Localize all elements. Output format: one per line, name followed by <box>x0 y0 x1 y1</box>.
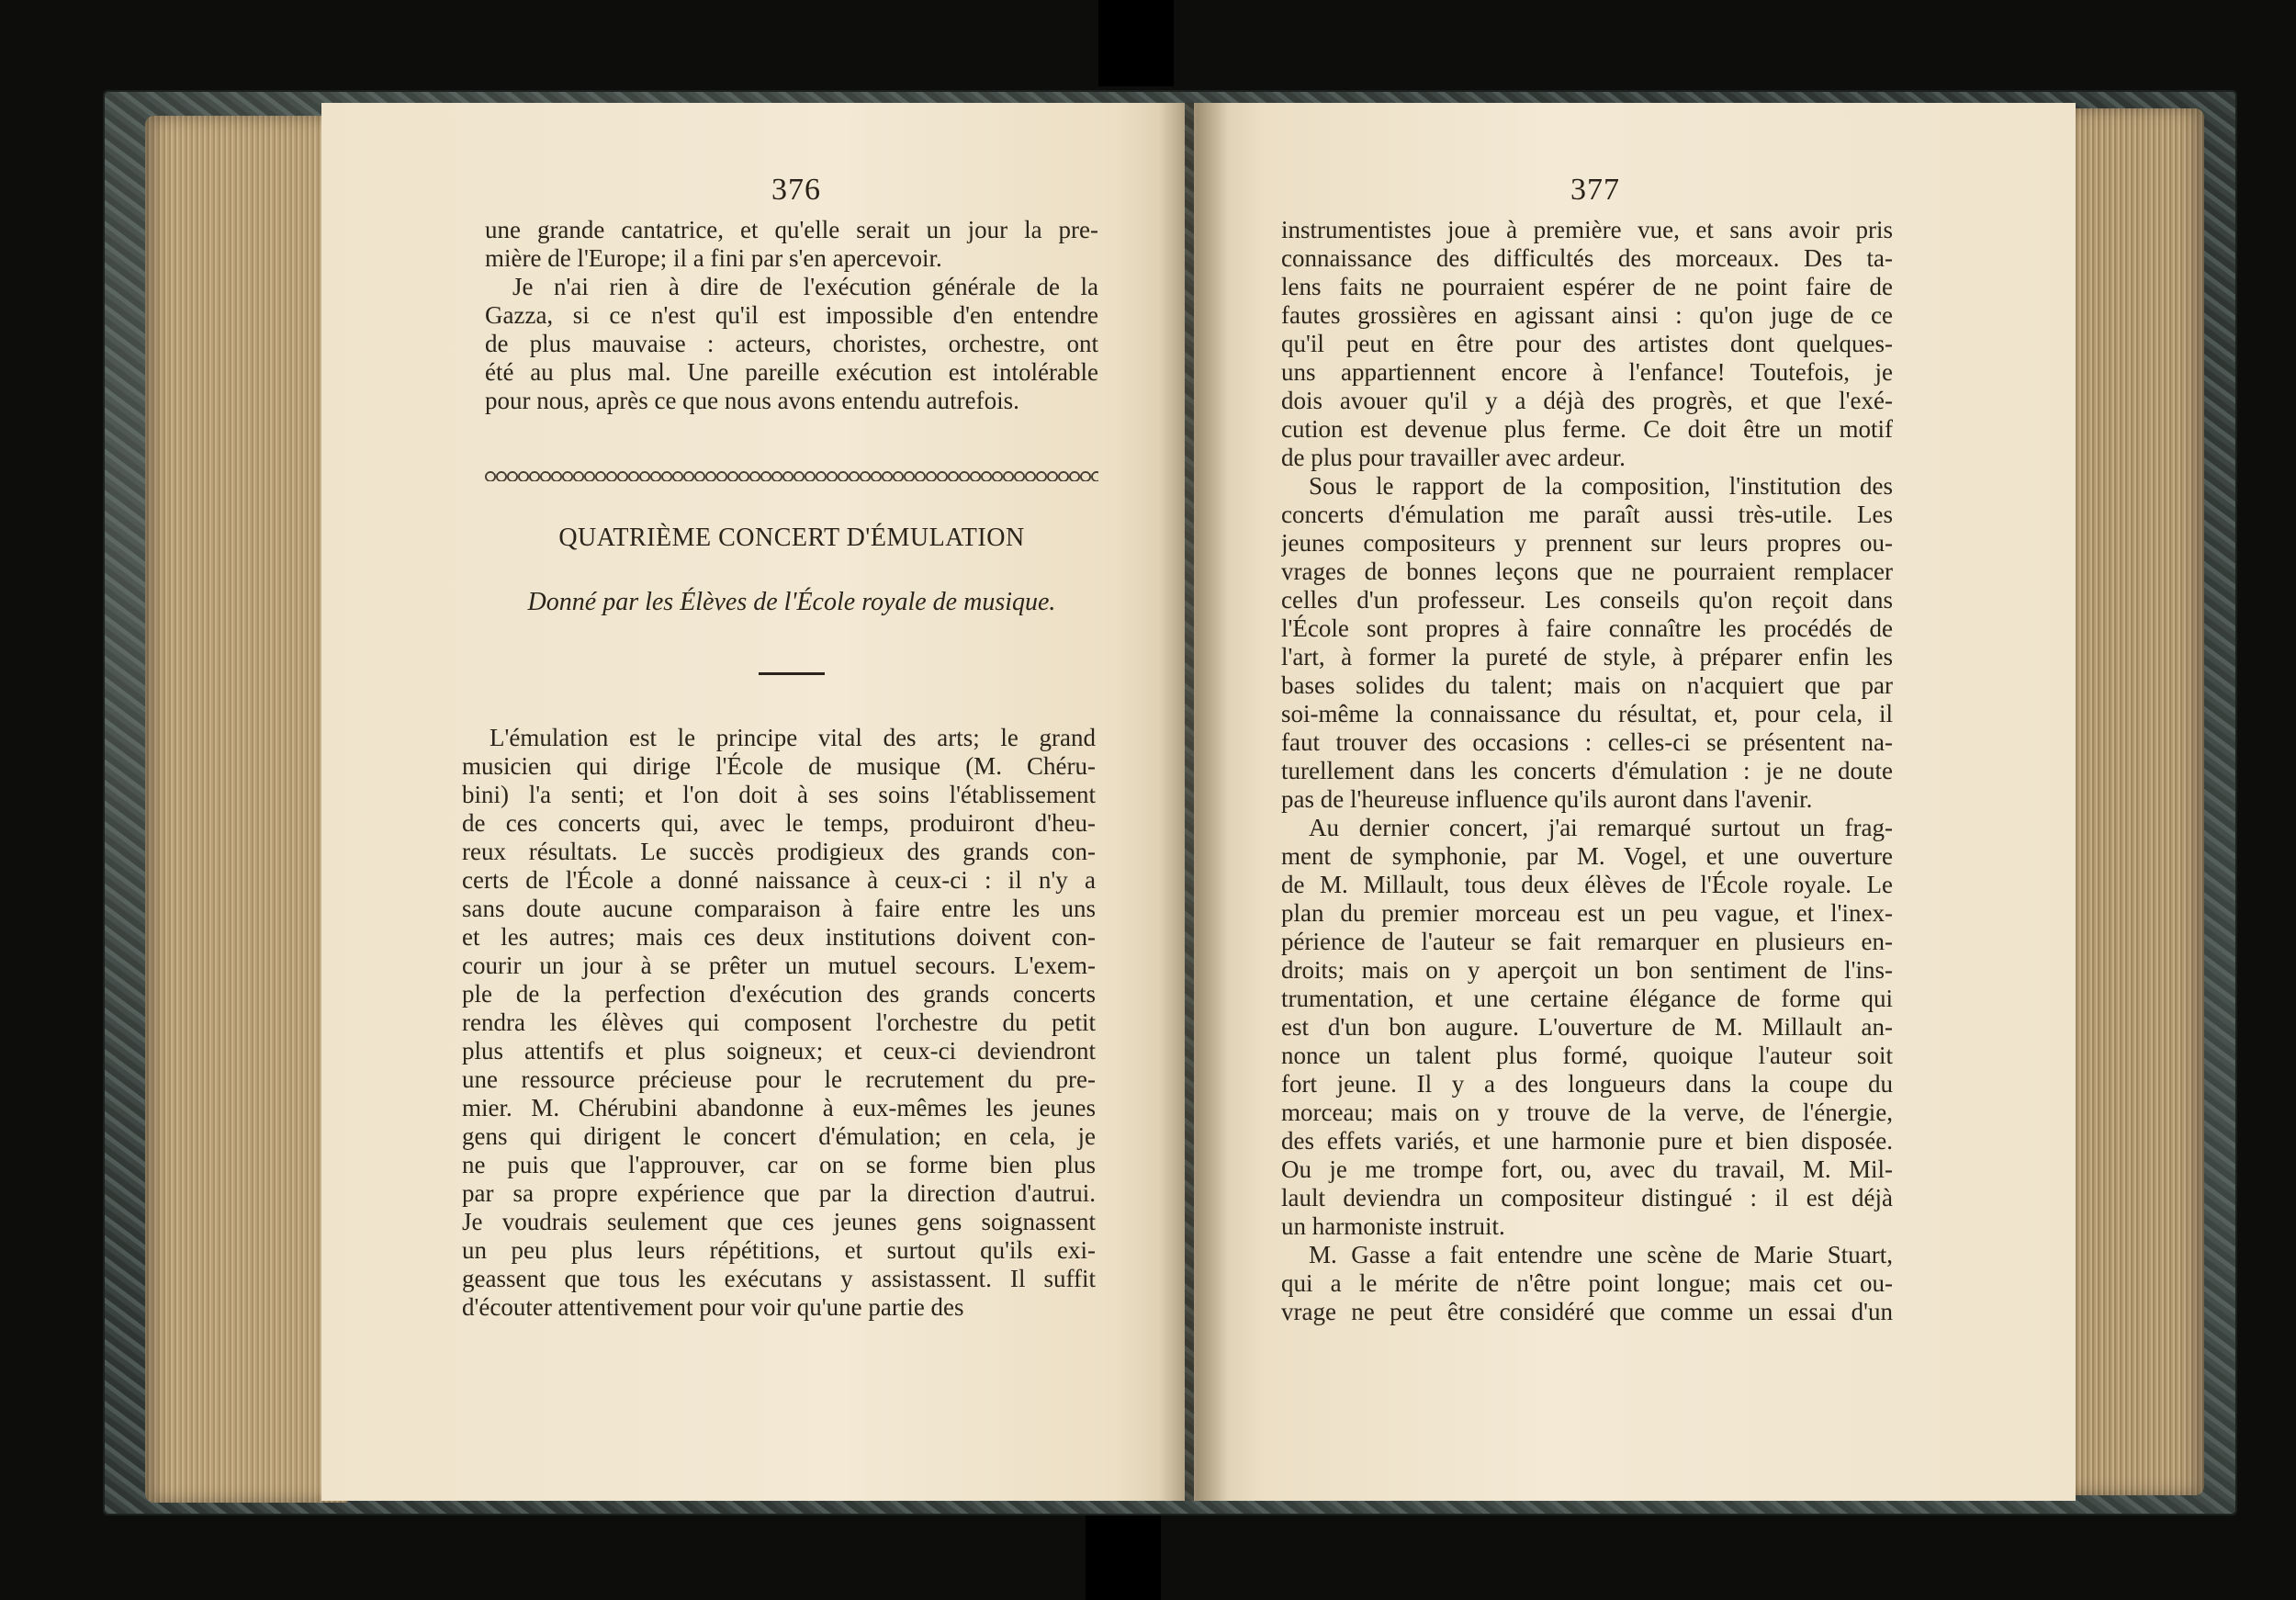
text-line: qu'il peut en être pour des artistes dont quelques- <box>1281 330 1893 357</box>
text-line: M. Gasse a fait entendre une scène de Marie Stuart, <box>1309 1241 1893 1268</box>
text-line: L'émulation est le principe vital des arts; le grand <box>490 724 1096 751</box>
section-divider <box>485 468 1098 481</box>
text-line: des effets variés, et une harmonie pure et bien disposée. <box>1281 1127 1893 1155</box>
text-line: bini) l'a senti; et l'on doit à ses soins l'établissement <box>462 781 1096 808</box>
text-line: Ou je me trompe fort, ou, avec du travail, M. Mil- <box>1281 1155 1893 1183</box>
text-line: courir un jour à se prêter un mutuel secours. L'exem- <box>462 952 1096 979</box>
text-line: de plus mauvaise : acteurs, choristes, orchestre, ont <box>485 330 1098 357</box>
text-line: jeunes compositeurs y prennent sur leurs propres ou- <box>1281 529 1893 557</box>
text-line: plus attentifs et plus soigneux; et ceux-ci deviendront <box>462 1037 1096 1065</box>
text-line: une grande cantatrice, et qu'elle serait un jour la pre- <box>485 216 1098 243</box>
text-line: mier. M. Chérubini abandonne à eux-mêmes les jeunes <box>462 1094 1096 1121</box>
text-line: un peu plus leurs répétitions, et surtout qu'ils exi- <box>462 1236 1096 1264</box>
text-line: fort jeune. Il y a des longueurs dans la coupe du <box>1281 1070 1893 1098</box>
section-heading: QUATRIÈME CONCERT D'ÉMULATION <box>558 524 1025 552</box>
text-line: sans doute aucune comparaison à faire entre les uns <box>462 895 1096 922</box>
text-line: de plus pour travailler avec ardeur. <box>1281 444 1626 471</box>
text-line: l'École sont propres à faire connaître les procédés de <box>1281 614 1893 642</box>
text-line: de ces concerts qui, avec le temps, produiront d'heu- <box>462 809 1096 837</box>
left-page-body <box>462 724 1096 1322</box>
text-line: uns appartiennent encore à l'enfance! Toutefois, je <box>1281 358 1893 386</box>
text-line: vrages de bonnes leçons que ne pourraient remplacer <box>1281 558 1893 585</box>
text-line: une ressource précieuse pour le recrutement du pre- <box>462 1065 1096 1093</box>
text-line: Je voudrais seulement que ces jeunes gens soignassent <box>462 1208 1096 1235</box>
text-line: instrumentistes joue à première vue, et sans avoir pris <box>1281 216 1893 243</box>
text-line: celles d'un professeur. Les conseils qu'on reçoit dans <box>1281 586 1893 614</box>
text-line: Sous le rapport de la composition, l'institution des <box>1309 472 1893 500</box>
text-line: faut trouver des occasions : celles-ci se présentent na- <box>1281 728 1893 756</box>
text-line: fautes grossières en agissant ainsi : qu'on juge de ce <box>1281 301 1893 329</box>
text-line: l'art, à former la pureté de style, à préparer enfin les <box>1281 643 1893 670</box>
text-line: musicien qui dirige l'École de musique (M. Chéru- <box>462 752 1096 780</box>
text-line: Je n'ai rien à dire de l'exécution générale de la <box>512 273 1098 300</box>
text-line: bases solides du talent; mais on n'acquiert que par <box>1281 671 1893 699</box>
text-line: cution est devenue plus ferme. Ce doit être un motif <box>1281 415 1893 443</box>
text-line: un harmoniste instruit. <box>1281 1212 1505 1240</box>
text-line: Gazza, si ce n'est qu'il est impossible d'en entendre <box>485 301 1098 329</box>
text-line: morceau; mais on y trouve de la verve, de l'énergie, <box>1281 1099 1893 1126</box>
text-line: gens qui dirigent le concert d'émulation; en cela, je <box>462 1122 1096 1150</box>
text-line: ment de symphonie, par M. Vogel, et une ouverture <box>1281 842 1893 870</box>
text-line: pas de l'heureuse influence qu'ils auront dans l'avenir. <box>1281 785 1813 813</box>
text-line: geassent que tous les exécutans y assistassent. Il suffit <box>462 1265 1096 1292</box>
text-line: d'écouter attentivement pour voir qu'une partie des <box>462 1293 964 1321</box>
section-subheading: Donné par les Élèves de l'École royale de musique. <box>527 588 1056 616</box>
text-line: soi-même la connaissance du résultat, et, pour cela, il <box>1281 700 1893 727</box>
text-line: trumentation, et une certaine élégance de forme qui <box>1281 985 1893 1012</box>
text-line: qui a le mérite de n'être point longue; mais cet ou- <box>1281 1269 1893 1297</box>
text-line: mière de l'Europe; il a fini par s'en apercevoir. <box>485 244 942 272</box>
text-line: reux résultats. Le succès prodigieux des grands con- <box>462 838 1096 865</box>
right-page-body <box>1281 216 1893 1326</box>
text-line: connaissance des difficultés des morceaux. Des ta- <box>1281 244 1893 272</box>
text-line: par sa propre expérience que par la direction d'autrui. <box>462 1179 1096 1207</box>
left-page-number: 376 <box>771 173 821 207</box>
text-line: turellement dans les concerts d'émulation : je ne doute <box>1281 757 1893 784</box>
left-page-top-paragraphs <box>485 216 1098 415</box>
text-line: été au plus mal. Une pareille exécution est intolérable <box>485 358 1098 386</box>
text-line: lens faits ne pourraient espérer de ne point faire de <box>1281 273 1893 300</box>
text-line: est d'un bon augure. L'ouverture de M. Millault an- <box>1281 1013 1893 1041</box>
book-gutter <box>1159 103 1229 1501</box>
text-line: nonce un talent plus formé, quoique l'auteur soit <box>1281 1042 1893 1069</box>
text-line: ne puis que l'approuver, car on se forme bien plus <box>462 1151 1096 1178</box>
text-line: périence de l'auteur se fait remarquer en plusieurs en- <box>1281 928 1893 955</box>
text-line: et les autres; mais ces deux institutions doivent con- <box>462 923 1096 951</box>
page-block-left-edge <box>145 116 347 1503</box>
text-line: plan du premier morceau est un peu vague, et l'inex- <box>1281 899 1893 927</box>
text-line: certs de l'École a donné naissance à ceux-ci : il n'y a <box>462 866 1096 894</box>
text-line: rendra les élèves qui composent l'orchestre du petit <box>462 1008 1096 1036</box>
text-line: de M. Millault, tous deux élèves de l'École royale. Le <box>1281 871 1893 898</box>
text-line: lault deviendra un compositeur distingué : il est déjà <box>1281 1184 1893 1211</box>
short-rule <box>759 672 825 675</box>
text-line: ple de la perfection d'exécution des grands concerts <box>462 980 1096 1008</box>
top-clamp-strip <box>1098 0 1174 86</box>
right-page-number: 377 <box>1570 173 1620 207</box>
bottom-clamp-strip <box>1086 1515 1161 1600</box>
text-line: vrage ne peut être considéré que comme un essai d'un <box>1281 1298 1893 1325</box>
text-line: droits; mais on y aperçoit un bon sentiment de l'ins- <box>1281 956 1893 984</box>
text-line: dois avouer qu'il y a déjà des progrès, et que l'exé- <box>1281 387 1893 414</box>
text-line: pour nous, après ce que nous avons entendu autrefois. <box>485 387 1019 414</box>
text-line: concerts d'émulation me paraît aussi très-utile. Les <box>1281 501 1893 528</box>
text-line: Au dernier concert, j'ai remarqué surtout un frag- <box>1309 814 1893 841</box>
